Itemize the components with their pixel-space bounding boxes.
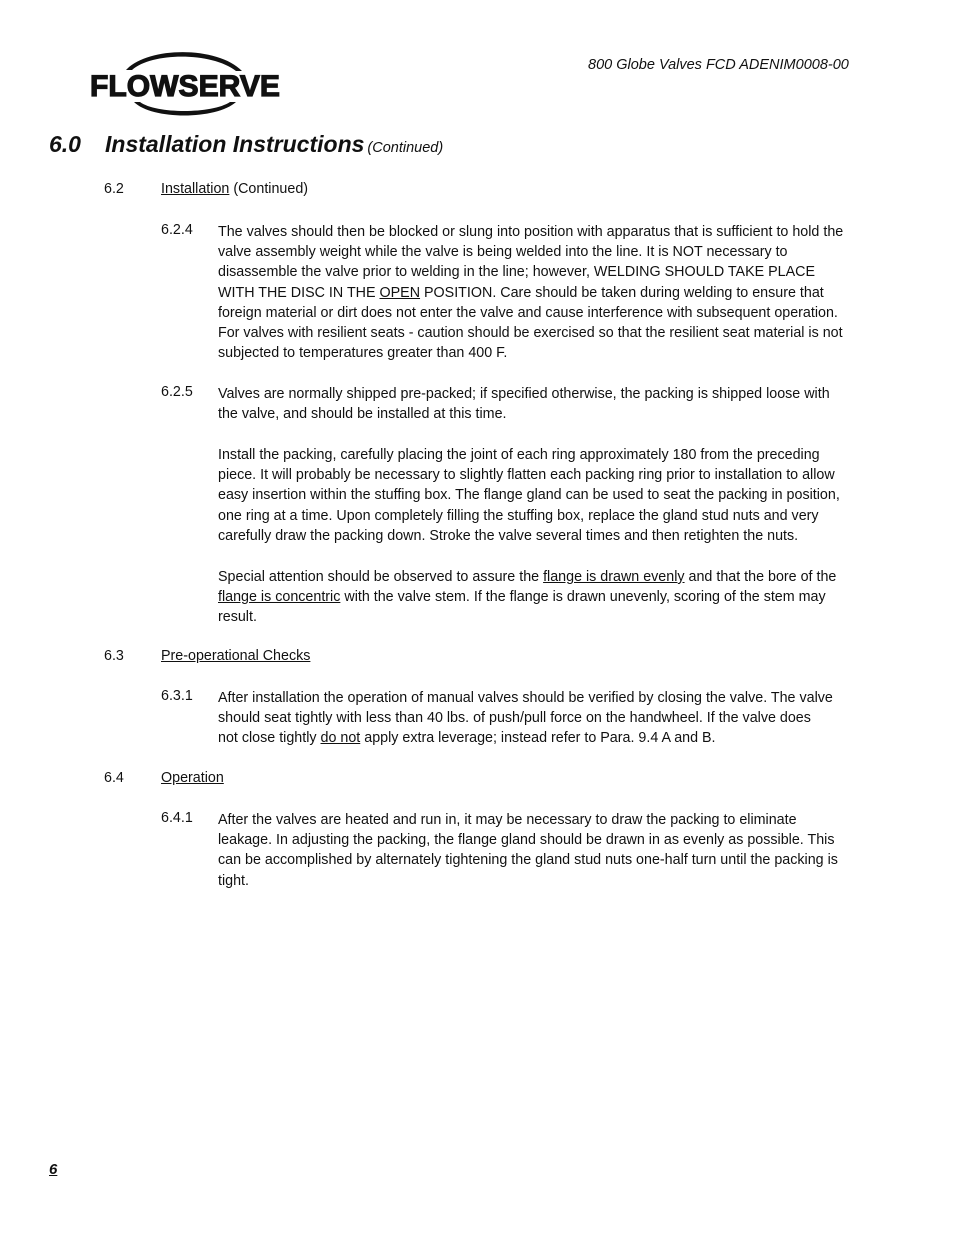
svg-text:FLOWSERVE: FLOWSERVE (90, 70, 280, 103)
item-text-6-2-4-part2: POSITION. Care should be taken during welding to ensure that foreign material or dirt does not enter the valve and cause interference with subsequent operation. For valves with resilient seats - caution should be exercised so that the resilient seat material is not subjected to temperatures greater than 400 F. (218, 284, 843, 362)
flange-concentric-emphasis: flange is concentric (218, 589, 341, 606)
subsection-heading-6-2 (161, 181, 308, 197)
item-text-6-4-1: After the valves are heated and run in, it may be necessary to draw the packing to eliminate leakage. In adjusting the packing, the flange gland should be drawn in as evenly as possible. This can be accomplished by alternately tightening the gland stud nuts one-half turn until the packing is tight. (218, 812, 838, 889)
para3-part2: and that the bore of the (684, 569, 837, 585)
subsection-number-6-3: 6.3 (104, 648, 124, 664)
item-text-6-2-4-part1: The valves should then be blocked or slung into position with apparatus that is sufficient to hold the valve assembly weight while the valve is being welded into the line. It is NOT necessary to disassemble the valve prior to welding in the line; however, WELDING SHOULD TAKE PLACE WITH THE DISC IN THE (218, 224, 844, 301)
subsection-title-6-4: Operation (161, 770, 224, 786)
item-number-6-2-5: 6.2.5 (161, 384, 193, 400)
section-number: 6.0 (49, 131, 81, 157)
subsection-title-6-2: Installation (161, 181, 230, 197)
open-emphasis: OPEN (379, 284, 421, 301)
item-text-6-3-1-part1: After installation the operation of manual valves should be verified by closing the valve. The valve should seat tightly with less than 40 lbs. of push/pull force on the handwheel. If the valve does not close tightly (218, 690, 833, 747)
subsection-title-6-3: Pre-operational Checks (161, 648, 311, 664)
subsection-number-6-2: 6.2 (104, 181, 124, 197)
subsection-suffix-6-2: (Continued) (229, 181, 309, 197)
item-number-6-3-1: 6.3.1 (161, 688, 193, 704)
para3-part3: with the valve stem. If the flange is drawn unevenly, scoring of the stem may result. (218, 589, 826, 626)
section-title: Installation Instructions (105, 131, 365, 157)
item-text-6-3-1 (218, 688, 833, 749)
do-not-emphasis: do not (320, 730, 361, 747)
section-continued: (Continued) (367, 140, 444, 156)
para3-part1: Special attention should be observed to assure the (218, 569, 544, 585)
item-number-6-4-1: 6.4.1 (161, 810, 193, 826)
item-text-6-2-4 (218, 222, 844, 363)
page-number: 6 (49, 1161, 58, 1178)
item-text-6-2-5-para1: Valves are normally shipped pre-packed; if specified otherwise, the packing is shipped loose with the valve, and should be installed at this time. (218, 386, 830, 423)
flowserve-logo-graphic (90, 48, 282, 122)
flowserve-logo (90, 48, 282, 122)
item-text-6-2-5-para3 (218, 567, 838, 628)
document-reference: 800 Globe Valves FCD ADENIM0008-00 (588, 57, 849, 73)
section-heading (49, 131, 443, 158)
flange-drawn-evenly-emphasis: flange is drawn evenly (543, 569, 685, 585)
item-number-6-2-4: 6.2.4 (161, 222, 193, 238)
item-text-6-3-1-part2: apply extra leverage; instead refer to Para. 9.4 A and B. (360, 730, 716, 747)
subsection-number-6-4: 6.4 (104, 770, 124, 786)
item-text-6-2-5-para2: Install the packing, carefully placing the joint of each ring approximately 180 from the preceding piece. It will probably be necessary to slightly flatten each packing ring prior to installation to allow easy insertion within the stuffing box. The flange gland can be used to seat the packing in position, one ring at a time. Upon completely filling the stuffing box, replace the gland stud nuts and very carefully draw the packing down. Stroke the valve several times and then retighten the nuts. (218, 447, 840, 544)
